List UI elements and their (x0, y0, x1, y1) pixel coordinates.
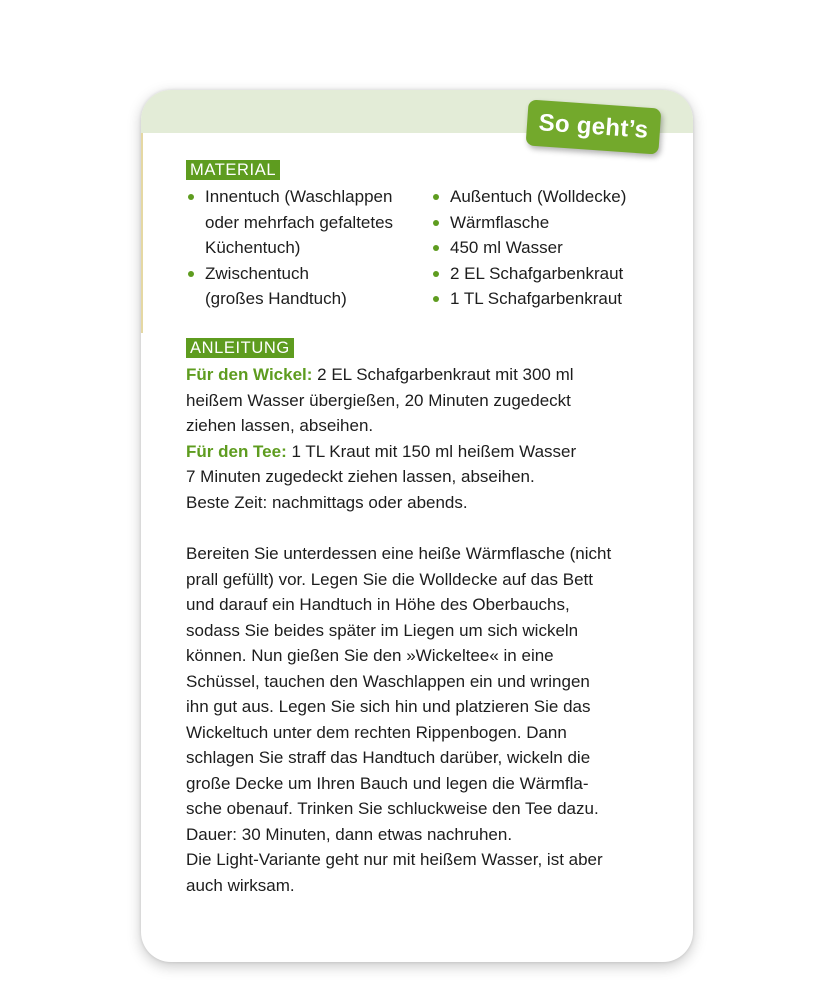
list-item (187, 184, 427, 261)
text-line: Schüssel, tauchen den Waschlappen ein und wringen (186, 671, 590, 691)
text-line: Die Light-Variante geht nur mit heißem Wasser, ist aber (186, 850, 603, 869)
text-line: heißem Wasser übergießen, 20 Minuten zugedeckt (186, 390, 571, 410)
list-item (432, 184, 682, 210)
bullet-dot-icon (433, 220, 439, 226)
material-list-right (432, 184, 682, 312)
card-edge-accent (141, 133, 143, 333)
tee-paragraph (186, 439, 676, 516)
text-line: 7 Minuten zugedeckt ziehen lassen, abseihen. (186, 467, 535, 486)
list-item-text: 1 TL Schafgarbenkraut (450, 289, 623, 308)
text-line: 2 EL Schafgarbenkraut mit 300 ml (312, 365, 574, 384)
bullet-dot-icon (188, 194, 194, 200)
material-heading: MATERIAL (186, 160, 280, 180)
text-line: prall gefüllt) vor. Legen Sie die Wolldecke auf das Bett (186, 569, 593, 589)
list-item-text: 2 EL Schafgarbenkraut (450, 263, 624, 283)
list-item-text: Wärmflasche (450, 212, 550, 232)
list-item-text: Außentuch (Wolldecke) (450, 187, 627, 206)
text-line: Wickeltuch unter dem rechten Rippenbogen. Dann (186, 722, 567, 742)
list-item (432, 261, 682, 287)
material-list-left (187, 184, 427, 312)
text-line: Beste Zeit: nachmittags oder abends. (186, 492, 468, 512)
bullet-dot-icon (433, 296, 439, 302)
wickel-label: Für den Wickel: (186, 365, 313, 384)
list-item (187, 261, 427, 312)
body-paragraph (186, 541, 676, 898)
text-line: Bereiten Sie unterdessen eine heiße Wärmflasche (nicht (186, 544, 612, 563)
text-line: sche obenauf. Trinken Sie schluckweise den Tee dazu. (186, 799, 599, 818)
bullet-dot-icon (433, 194, 439, 200)
bullet-dot-icon (433, 245, 439, 251)
list-item (432, 235, 682, 261)
list-item-line: (großes Handtuch) (205, 289, 347, 308)
so-gehts-badge: So geht’s (526, 99, 662, 154)
anleitung-intro (186, 362, 676, 515)
list-item-line: oder mehrfach gefaltetes (205, 212, 394, 232)
bullet-dot-icon (188, 271, 194, 277)
text-line: ihn gut aus. Legen Sie sich hin und platzieren Sie das (186, 697, 591, 716)
text-line: große Decke um Ihren Bauch und legen die Wärmfla- (186, 773, 589, 793)
text-line: sodass Sie beides später im Liegen um sich wickeln (186, 620, 579, 640)
text-line: 1 TL Kraut mit 150 ml heißem Wasser (286, 441, 577, 461)
wickel-paragraph (186, 362, 676, 439)
text-line: ziehen lassen, abseihen. (186, 416, 374, 435)
bullet-dot-icon (433, 271, 439, 277)
tee-label: Für den Tee: (186, 441, 287, 461)
list-item-text: 450 ml Wasser (450, 238, 563, 257)
list-item-line: Küchentuch) (205, 238, 301, 257)
text-line: können. Nun gießen Sie den »Wickeltee« in eine (186, 646, 554, 665)
anleitung-body (186, 541, 676, 898)
text-line: auch wirksam. (186, 875, 295, 895)
list-item (432, 286, 682, 312)
list-item (432, 210, 682, 236)
text-line: und darauf ein Handtuch in Höhe des Oberbauchs, (186, 595, 570, 614)
list-item-line: Zwischentuch (205, 263, 309, 283)
anleitung-heading: ANLEITUNG (186, 338, 294, 358)
text-line: schlagen Sie straff das Handtuch darüber, wickeln die (186, 748, 591, 767)
list-item-line: Innentuch (Waschlappen (205, 187, 393, 206)
text-line: Dauer: 30 Minuten, dann etwas nachruhen. (186, 824, 513, 844)
